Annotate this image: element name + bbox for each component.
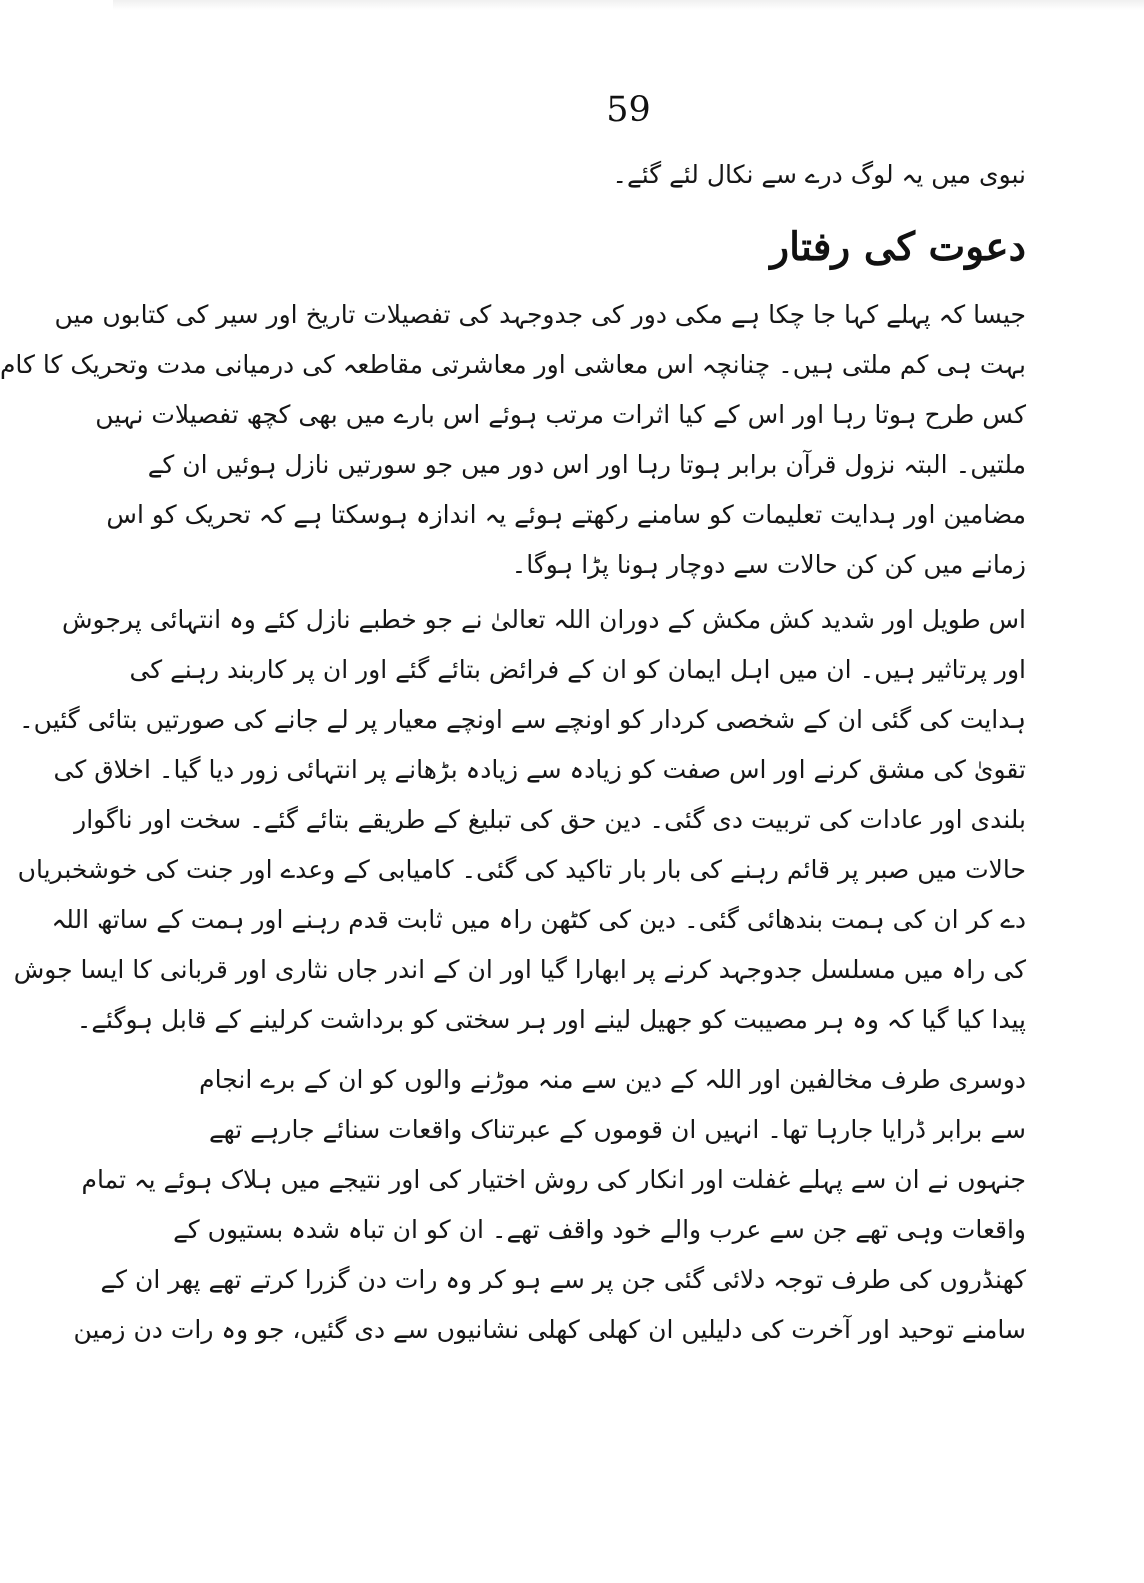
section-heading: دعوت کی رفتار [770, 224, 1026, 270]
text-line: تقویٰ کی مشق کرنے اور اس صفت کو زیادہ سے زیادہ بڑھانے پر انتہائی زور دیا گیا۔ اخلاق کی [53, 755, 1026, 784]
text-line: جیسا کہ پہلے کہا جا چکا ہے مکی دور کی جدوجہد کی تفصیلات تاریخ اور سیر کی کتابوں میں [54, 300, 1026, 329]
text-line: نبوی میں یہ لوگ درے سے نکال لئے گئے۔ [612, 160, 1026, 189]
text-line: زمانے میں کن کن حالات سے دوچار ہونا پڑا ہوگا۔ [511, 550, 1026, 579]
text-line: سے برابر ڈرایا جارہا تھا۔ انہیں ان قوموں کے عبرتناک واقعات سنائے جارہے تھے [209, 1115, 1026, 1144]
text-line: دے کر ان کی ہمت بندھائی گئی۔ دین کی کٹھن راہ میں ثابت قدم رہنے اور ہمت کے ساتھ اللہ [51, 905, 1026, 934]
text-line: بہت ہی کم ملتی ہیں۔ چنانچہ اس معاشی اور معاشرتی مقاطعہ کی درمیانی مدت وتحریک کا کام [0, 350, 1026, 379]
text-line: سامنے توحید اور آخرت کی دلیلیں ان کھلی کھلی نشانیوں سے دی گئیں، جو وہ رات دن زمین [73, 1315, 1026, 1344]
text-line: اور پرتاثیر ہیں۔ ان میں اہل ایمان کو ان کے فرائض بتائے گئے اور ان پر کاربند رہنے کی [129, 655, 1026, 684]
text-line: بلندی اور عادات کی تربیت دی گئی۔ دین حق کی تبلیغ کے طریقے بتائے گئے۔ سخت اور ناگوار [74, 805, 1026, 834]
text-line: ملتیں۔ البتہ نزول قرآن برابر ہوتا رہا اور اس دور میں جو سورتیں نازل ہوئیں ان کے [147, 450, 1026, 479]
scan-top-edge [113, 0, 1144, 10]
text-line: کس طرح ہوتا رہا اور اس کے کیا اثرات مرتب ہوئے اس بارے میں بھی کچھ تفصیلات نہیں [95, 400, 1026, 429]
text-line: کھنڈروں کی طرف توجہ دلائی گئی جن پر سے ہو کر وہ رات دن گزرا کرتے تھے پھر ان کے [100, 1265, 1026, 1294]
page-number: 59 [606, 90, 651, 130]
text-line: پیدا کیا گیا کہ وہ ہر مصیبت کو جھیل لینے اور ہر سختی کو برداشت کرلینے کے قابل ہوگئے۔ [76, 1005, 1026, 1034]
text-line: اس طویل اور شدید کش مکش کے دوران اللہ تعالیٰ نے جو خطبے نازل کئے وہ انتہائی پرجوش [62, 605, 1026, 634]
text-line: دوسری طرف مخالفین اور اللہ کے دین سے منہ موڑنے والوں کو ان کے برے انجام [199, 1065, 1026, 1094]
text-line: مضامین اور ہدایت تعلیمات کو سامنے رکھتے ہوئے یہ اندازہ ہوسکتا ہے کہ تحریک کو اس [106, 500, 1026, 529]
text-line: واقعات وہی تھے جن سے عرب والے خود واقف تھے۔ ان کو ان تباہ شدہ بستیوں کے [173, 1215, 1026, 1244]
text-line: حالات میں صبر پر قائم رہنے کی بار بار تاکید کی گئی۔ کامیابی کے وعدے اور جنت کی خوشخبریاں [17, 855, 1026, 884]
text-line: جنہوں نے ان سے پہلے غفلت اور انکار کی روش اختیار کی اور نتیجے میں ہلاک ہوئے یہ تمام [81, 1165, 1026, 1194]
text-line: کی راہ میں مسلسل جدوجہد کرنے پر ابھارا گیا اور ان کے اندر جاں نثاری اور قربانی کا ایسا جوش [13, 955, 1026, 984]
text-line: ہدایت کی گئی ان کے شخصی کردار کو اونچے سے اونچے معیار پر لے جانے کی صورتیں بتائی گئیں۔ [19, 705, 1026, 734]
